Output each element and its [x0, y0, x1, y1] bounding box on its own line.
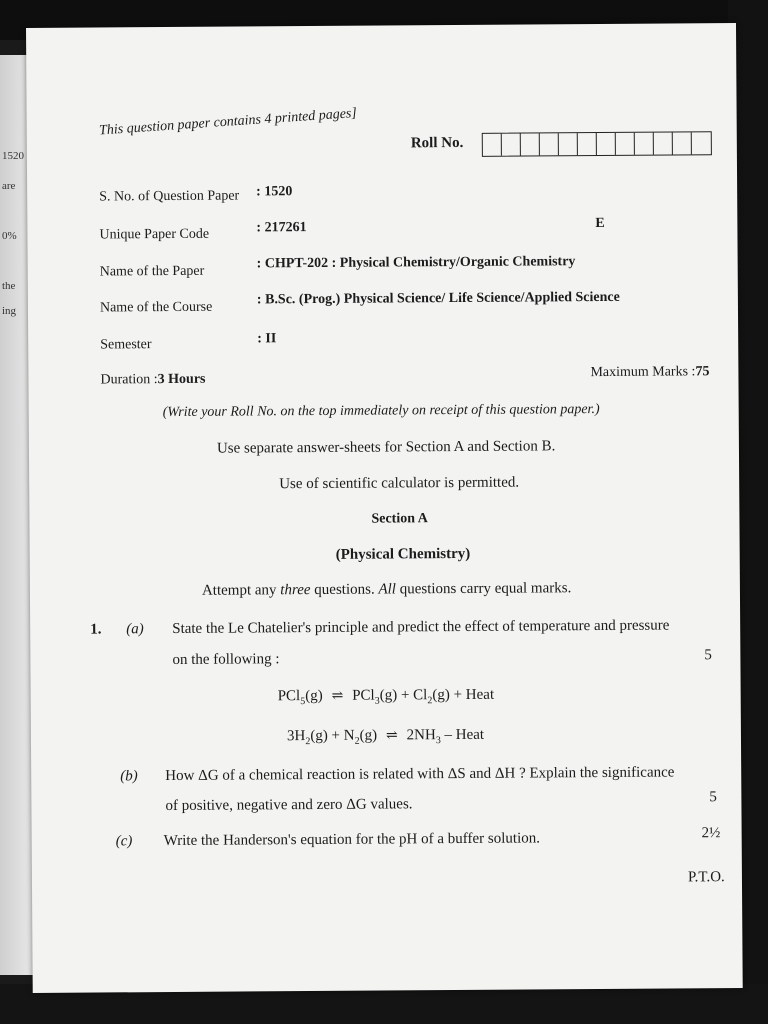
margin-fragment: 1520 — [2, 150, 24, 162]
part-b-line1: How ΔG of a chemical reaction is related with ΔS and ΔH ? Explain the significance — [165, 764, 675, 785]
part-c-marks: 2½ — [701, 825, 721, 842]
margin-fragment: 0% — [2, 230, 17, 242]
field-label-sno: S. No. of Question Paper — [99, 188, 240, 205]
margin-fragment: are — [2, 180, 16, 192]
part-a-marks: 5 — [704, 647, 712, 664]
part-a-line1: State the Le Chatelier's principle and predict the effect of temperature and pressure — [172, 617, 670, 637]
part-b-line2: of positive, negative and zero ΔG values. — [165, 796, 413, 815]
equilibrium-arrow-icon: ⇌ — [331, 688, 344, 704]
field-value-sno: : 1520 — [256, 184, 293, 200]
part-c-label: (c) — [115, 833, 133, 850]
field-label-paper: Name of the Paper — [99, 263, 205, 280]
equation-ammonia: $3H_2(g) + N_2(g)$ ⇌ $2NH_3$ – Heat — [286, 726, 485, 748]
answer-sheet-instruction: Use separate answer-sheets for Section A and Section B. — [216, 438, 556, 457]
question-paper — [26, 23, 743, 993]
field-value-code: : 217261 — [256, 220, 307, 236]
part-b-marks: 5 — [709, 789, 717, 806]
section-title: Section A — [371, 511, 428, 527]
margin-fragment: ing — [2, 305, 17, 317]
pages-note: This question paper contains 4 printed pages] — [98, 105, 358, 139]
field-value-paper: : CHPT-202 : Physical Chemistry/Organic Chemistry — [256, 254, 576, 272]
field-label-semester: Semester — [100, 337, 152, 353]
margin-fragment: the — [2, 280, 16, 292]
field-label-course: Name of the Course — [99, 299, 213, 316]
calculator-instruction: Use of scientific calculator is permitted. — [279, 474, 520, 493]
part-a-label: (a) — [126, 621, 144, 638]
field-value-course: : B.Sc. (Prog.) Physical Science/ Life Science/Applied Science — [256, 289, 620, 308]
maximum-marks: Maximum Marks :75 — [590, 364, 710, 381]
field-label-code: Unique Paper Code — [99, 226, 210, 243]
section-subtitle: (Physical Chemistry) — [335, 545, 471, 563]
pto-note: P.T.O. — [687, 869, 725, 886]
field-value-semester: : II — [257, 331, 277, 347]
part-c-line1: Write the Handerson's equation for the pH of a buffer solution. — [163, 830, 541, 850]
roll-number-boxes[interactable] — [482, 131, 712, 157]
paper-set: E — [595, 215, 605, 232]
question-number: 1. — [90, 621, 102, 638]
attempt-instruction: Attempt any three questions. All questions carry equal marks. — [201, 580, 572, 599]
roll-label: Roll No. — [410, 134, 464, 152]
duration: Duration :3 Hours — [100, 371, 206, 388]
equilibrium-arrow-icon: ⇌ — [385, 728, 398, 744]
roll-instruction: (Write your Roll No. on the top immediately on receipt of this question paper.) — [162, 402, 600, 421]
equation-pcl5: PCl$_5$(g) ⇌ $PCl_3(g) + Cl_2(g)$ + Heat — [277, 686, 495, 708]
part-b-label: (b) — [120, 768, 138, 785]
part-a-line2: on the following : — [172, 651, 280, 668]
